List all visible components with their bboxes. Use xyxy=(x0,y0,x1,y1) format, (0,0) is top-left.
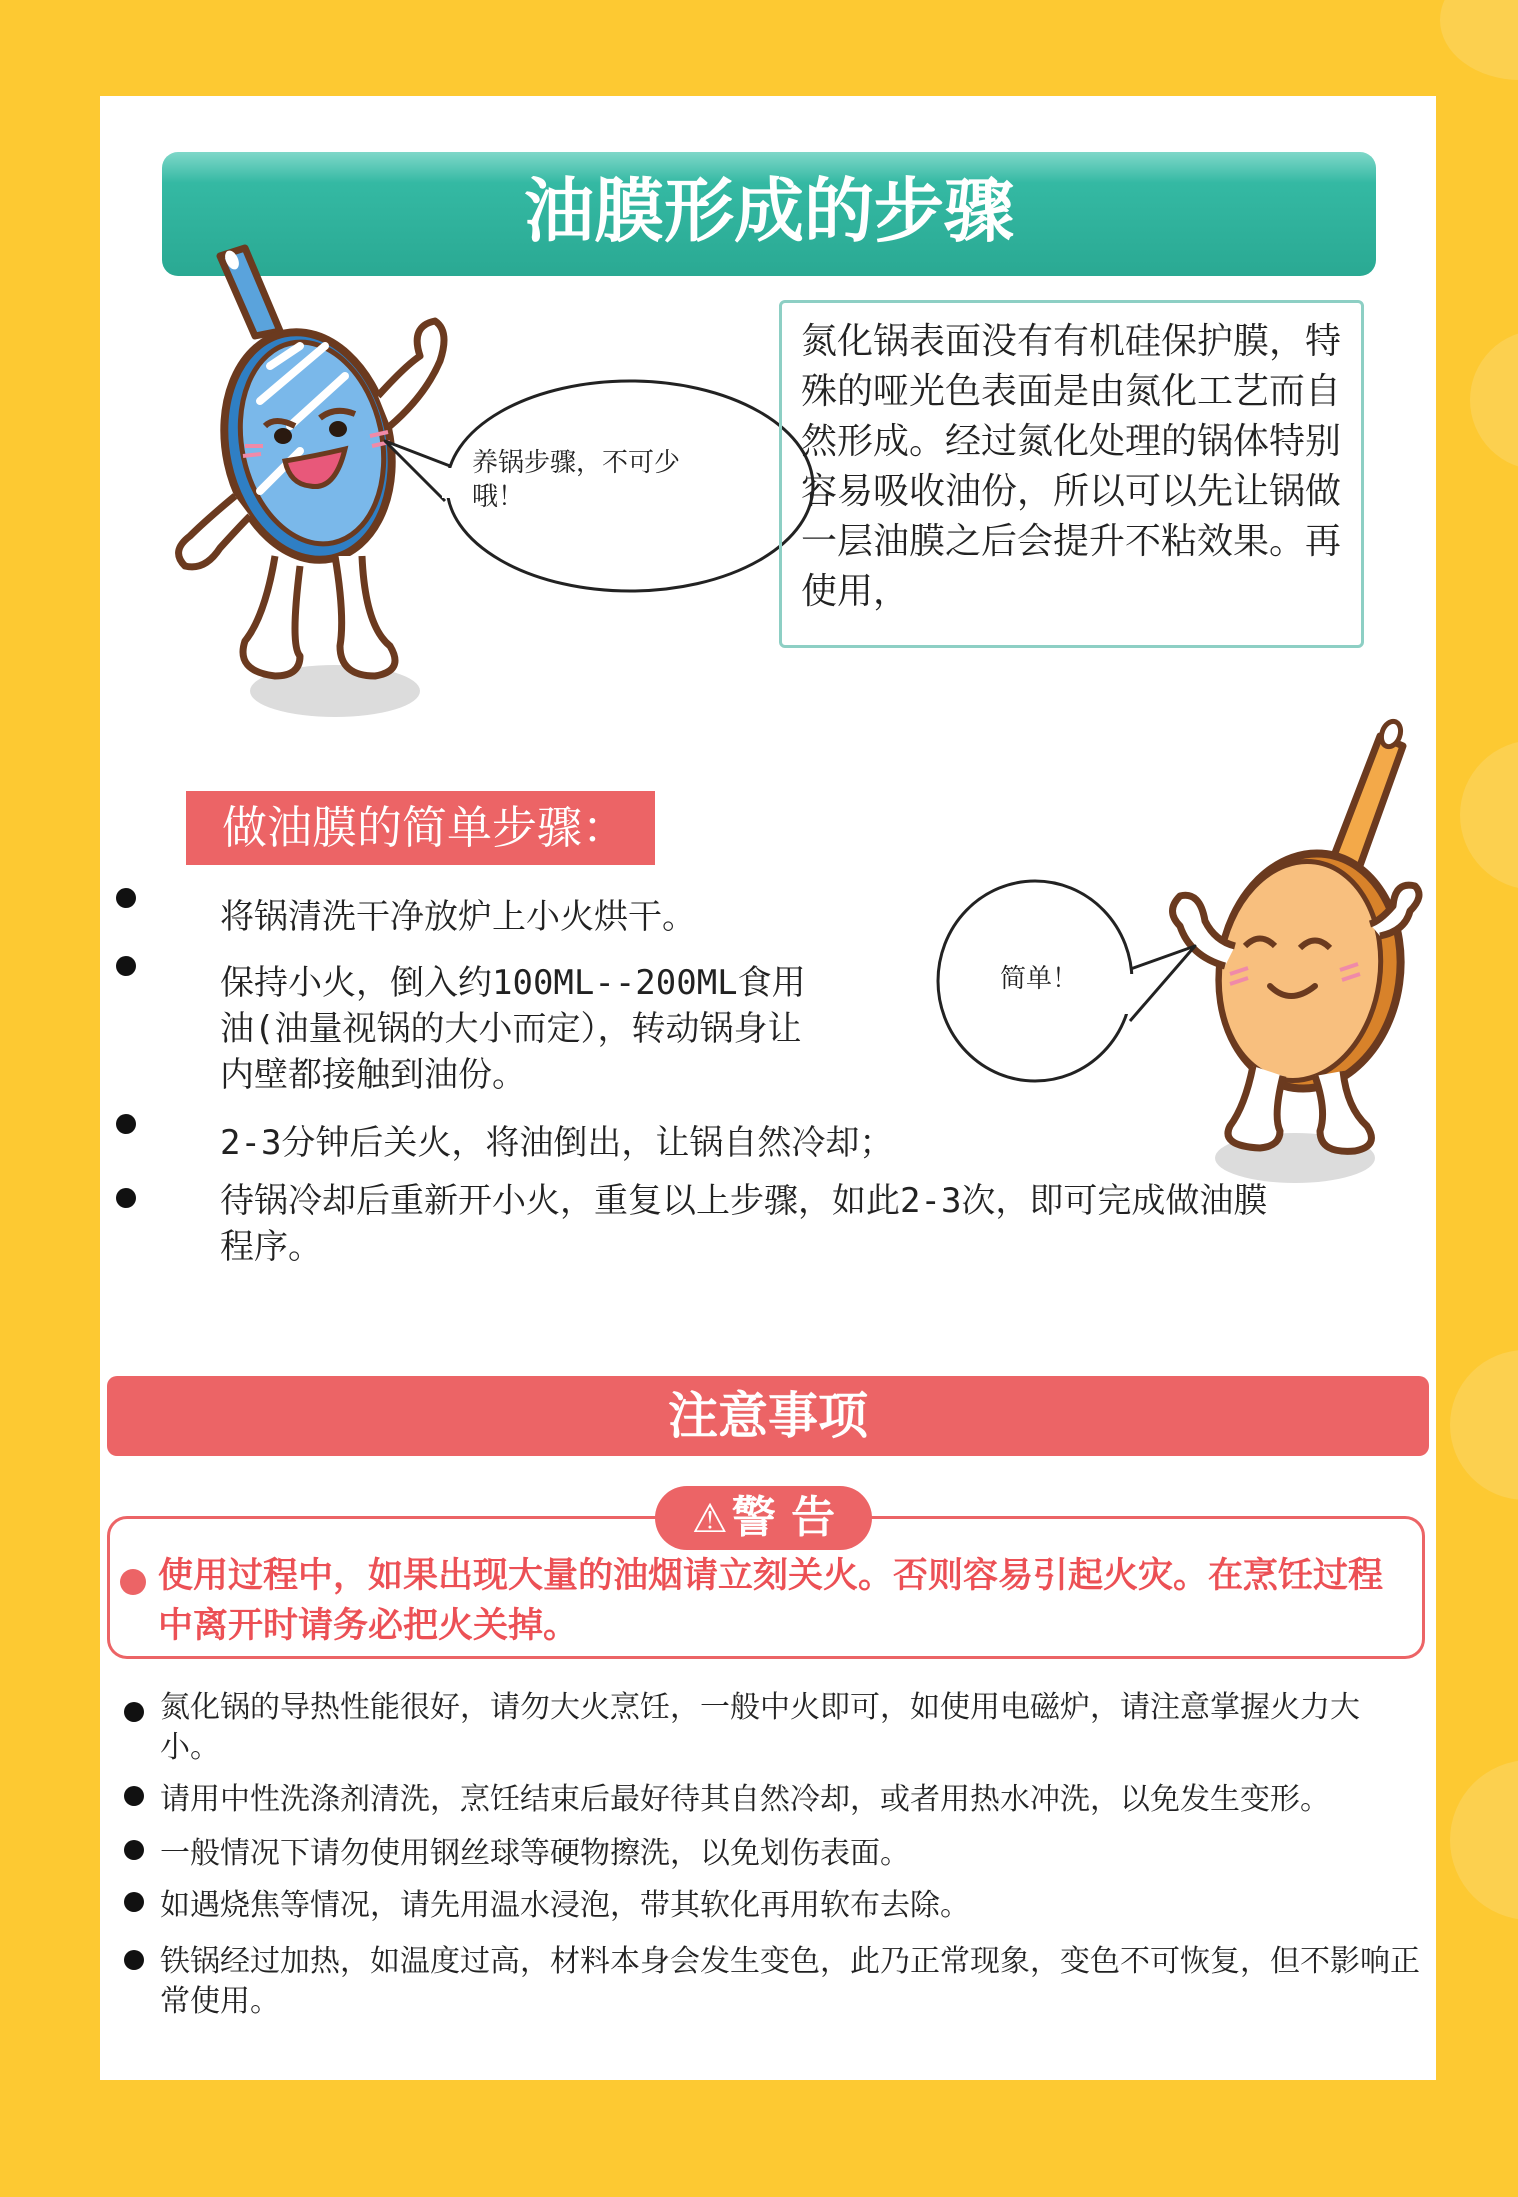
note-item: 氮化锅的导热性能很好，请勿大火烹饪，一般中火即可，如使用电磁炉，请注意掌握火力大小。 xyxy=(160,1690,1360,1765)
step-item: 将锅清洗干净放炉上小火烘干。 xyxy=(220,897,696,937)
background-circle xyxy=(1450,1350,1518,1500)
note-item: 铁锅经过加热，如温度过高，材料本身会发生变色，此乃正常现象，变色不可恢复，但不影响正常使用。 xyxy=(160,1944,1420,2019)
note-item: 如遇烧焦等情况，请先用温水浸泡，带其软化再用软布去除。 xyxy=(160,1888,970,1923)
bullet xyxy=(116,1188,136,1208)
bullet xyxy=(124,1950,144,1970)
speech-text-right: 简单！ xyxy=(1000,964,1079,994)
bullet xyxy=(124,1786,144,1806)
bullet xyxy=(124,1702,144,1722)
warning-text: 使用过程中，如果出现大量的油烟请立刻关火。否则容易引起火灾。在烹饪过程中离开时请务必把火关掉。 xyxy=(158,1556,1384,1646)
note-item: 请用中性洗涤剂清洗，烹饪结束后最好待其自然冷却，或者用热水冲洗，以免发生变形。 xyxy=(160,1782,1330,1817)
step-item: 2-3分钟后关火，将油倒出，让锅自然冷却； xyxy=(220,1123,894,1163)
intro-text: 氮化锅表面没有有机硅保护膜，特殊的哑光色表面是由氮化工艺而自然形成。经过氮化处理的锅体特别容易吸收油份，所以可以先让锅做一层油膜之后会提升不粘效果。再使用， xyxy=(801,321,1342,612)
steps-heading: 做油膜的简单步骤： xyxy=(186,791,655,865)
background-circle xyxy=(1470,330,1518,470)
step-item: 待锅冷却后重新开小火，重复以上步骤，如此2-3次，即可完成做油膜程序。 xyxy=(220,1181,1268,1267)
speech-text-left: 养锅步骤，不可少哦！ xyxy=(472,448,681,512)
background-circle xyxy=(1440,0,1518,80)
warning-bullet xyxy=(120,1569,146,1595)
page-title: 油膜形成的步骤 xyxy=(524,170,1014,252)
bullet xyxy=(124,1840,144,1860)
intro-box xyxy=(779,300,1364,648)
warning-label: 警 告 xyxy=(731,1492,836,1543)
notice-heading: 注意事项 xyxy=(107,1376,1429,1456)
background-circle xyxy=(1460,740,1518,890)
note-item: 一般情况下请勿使用钢丝球等硬物擦洗，以免划伤表面。 xyxy=(160,1836,910,1871)
warning-badge xyxy=(655,1486,872,1550)
warning-triangle-icon: ⚠ xyxy=(691,1496,728,1542)
bullet xyxy=(116,956,136,976)
bullet xyxy=(116,888,136,908)
step-item: 保持小火，倒入约100ML--200ML食用油(油量视锅的大小而定），转动锅身让内壁都接触到油份。 xyxy=(220,963,806,1095)
content-card xyxy=(100,96,1436,2080)
bullet xyxy=(116,1114,136,1134)
bullet xyxy=(124,1892,144,1912)
